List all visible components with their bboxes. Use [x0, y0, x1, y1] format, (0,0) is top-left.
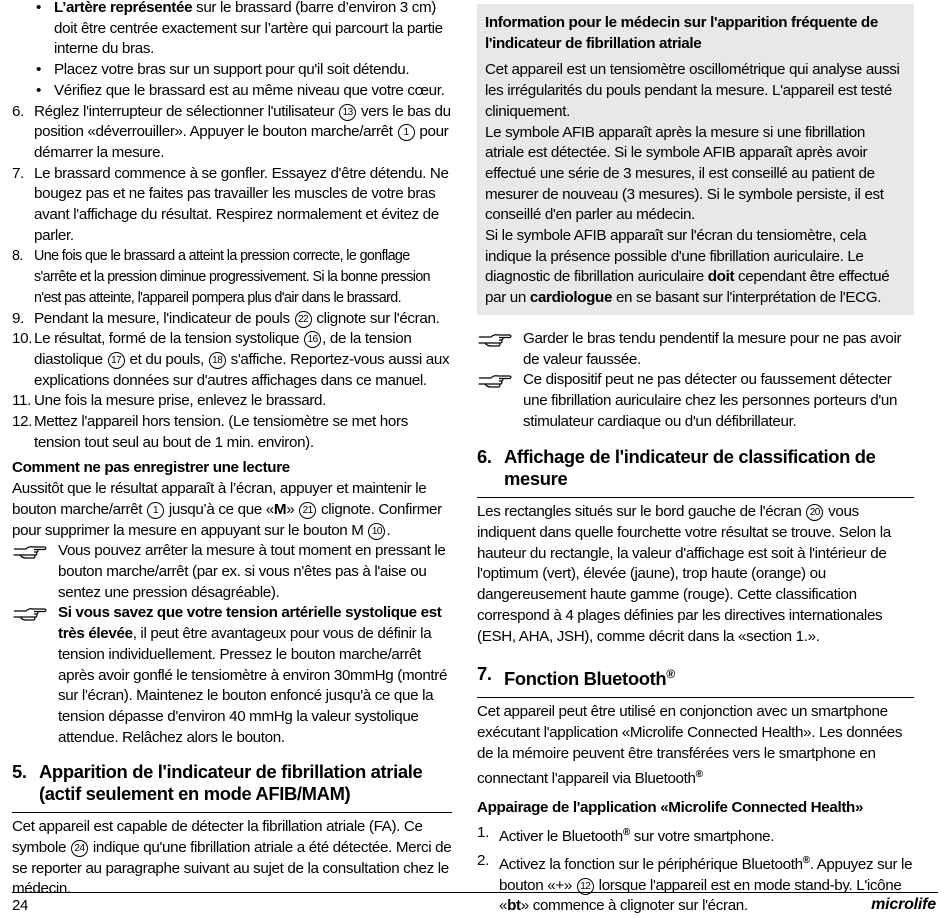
- step-6: 6. Réglez l'interrupteur de sélectionner l'utilisateur 13 vers le bas du position «déverrouiller». Appuyer le bouton marche/arrêt 1 pour démarrer la mesure.: [12, 102, 451, 161]
- section-7: [477, 663, 914, 917]
- left-column: [12, 0, 452, 900]
- page-number: 24: [12, 897, 28, 914]
- pointing-hand-icon: [477, 372, 513, 390]
- step-10: 10. Le résultat, formé de la tension systolique 16 , de la tension diastolique 17 et du pouls, 18 s'affiche. Reportez-vous aussi aux explications données sur d'autres affichages dans ce manuel.: [12, 330, 450, 389]
- footer-divider: [12, 892, 938, 893]
- list-item: • Placez votre bras sur un support pour qu'il soit détendu.: [12, 60, 452, 81]
- list-item: 2. Activez la fonction sur le périphérique Bluetooth®. Appuyez sur le bouton «+» 12 lorsque l'appareil est en mode stand-by. L'icône «bt» commence à clignoter sur l'écran.: [477, 851, 913, 915]
- section-5: [12, 761, 452, 900]
- callout-number: 22: [295, 311, 312, 328]
- callout-number: 18: [209, 352, 226, 369]
- list-item: • Vérifiez que le brassard est au même niveau que votre cœur.: [12, 81, 452, 102]
- paragraph: Les rectangles situés sur le bord gauche de l'écran 20 vous indiquent dans quelle fourchette votre résultat se trouve. Selon la hauteur du rectangle, la valeur d'affichage est soit à l'intérieur de l'optimum (vert), élevée (jaune), trop haute (orange) ou dangereusement haute gamme (rouge). Cette classification correspond à 4 plages définies par les directives internationales (ESH, AHA, JSH), comme décrit dans la «section 1.».: [477, 503, 891, 645]
- info-box: Information pour le médecin sur l'apparition fréquente de l'indicateur de fibrillation atriale Cet appareil est un tensiomètre oscillométrique qui analyse aussi les irrégularités du pouls pendant la mesure. L'appareil est testé cliniquement. Le symbole AFIB apparaît après la mesure si une fibrillation atriale est détectée. Si le symbole AFIB apparaît après avoir effectué une série de 3 mesures, il est conseillé au patient de mesurer de nouveau (3 mesures). Si le symbole persiste, il est conseillé d'en parler au médecin. Si le symbole AFIB apparaît sur l'écran du tensiomètre, cela indique la présence possible d'une fibrillation auriculaire. Le diagnostic de fibrillation auriculaire doit cependant être effectué par un cardiologue en se basant sur l'interprétation de l'ECG.: [477, 4, 914, 315]
- paragraph: Aussitôt que le résultat apparaît à l’écran, appuyer et maintenir le bouton marche/arrêt 1 jusqu’à ce que «M» 21 clignote. Confirmer pour supprimer la mesure en appuyant sur le bouton M 10 .: [12, 480, 442, 539]
- info-box-title: Information pour le médecin sur l'apparition fréquente de l'indicateur de fibrillation atriale: [485, 14, 878, 52]
- step-12: 12. Mettez l'appareil hors tension. (Le tensiomètre se met hors tension tout seul au bout de 1 min. environ).: [12, 413, 408, 451]
- section-heading: 6. Affichage de l'indicateur de classification de mesure: [477, 446, 876, 490]
- step-8: 8. Une fois que le brassard a atteint la pression correcte, le gonflage s'arrête et la pression diminue progressivement. Si la bonne pression n'est pas atteinte, l'appareil pompera plus d'air dans le brassard.: [12, 248, 431, 306]
- callout-number: 20: [806, 504, 823, 521]
- divider: [477, 497, 914, 498]
- paragraph: Cet appareil peut être utilisé en conjonction avec un smartphone exécutant l'application «Microlife Connected Health». Les données de la mémoire peuvent être transférées vers le smartphone en connectant l'appareil via Bluetooth®: [477, 703, 903, 787]
- divider: [477, 697, 914, 698]
- callout-number: 1: [398, 124, 415, 141]
- section-heading: 5. Apparition de l'indicateur de fibrillation atriale (actif seulement en mode AFIB/MAM): [12, 761, 423, 805]
- list-item: 1. Activer le Bluetooth® sur votre smartphone.: [477, 823, 775, 846]
- section-heading: 7. Fonction Bluetooth®: [477, 663, 675, 690]
- paragraph: Cet appareil est capable de détecter la fibrillation atriale (FA). Ce symbole 24 indique qu'une fibrillation atriale a été détectée. Merci de se reporter au paragraphe suivant au sujet de la consultation chez le médecin.: [12, 818, 452, 898]
- note: Garder le bras tendu pendentif la mesure pour ne pas avoir de valeur faussée.: [477, 329, 914, 370]
- callout-number: 10: [368, 523, 385, 540]
- section-6: [477, 446, 914, 647]
- step-7: 7. Le brassard commence à se gonfler. Essayez d'être détendu. Ne bougez pas et ne faites pas travailler les muscles de votre bras avant l'affichage du résultat. Respirez normalement et évitez de parler.: [12, 164, 449, 244]
- callout-number: 16: [304, 331, 321, 348]
- callout-number: 21: [299, 502, 316, 519]
- pointing-hand-icon: [477, 331, 513, 349]
- subheading: Appairage de l'application «Microlife Connected Health»: [477, 799, 864, 817]
- callout-number: 1: [147, 502, 164, 519]
- step-11: 11. Une fois la mesure prise, enlevez le brassard.: [12, 392, 327, 410]
- step-9: 9. Pendant la mesure, l'indicateur de pouls 22 clignote sur l'écran.: [12, 309, 440, 327]
- brand-logo: microlife: [871, 896, 936, 913]
- subheading: Comment ne pas enregistrer une lecture: [12, 459, 290, 477]
- note: Ce dispositif peut ne pas détecter ou faussement détecter une fibrillation auriculaire chez les personnes porteurs d'un stimulateur cardiaque ou d'un défibrillateur.: [477, 370, 914, 432]
- pointing-hand-icon: [12, 605, 48, 623]
- callout-number: 12: [577, 878, 594, 895]
- callout-number: 17: [108, 352, 125, 369]
- divider: [12, 812, 452, 813]
- pointing-hand-icon: [12, 543, 48, 561]
- callout-number: 13: [339, 104, 356, 121]
- note: Vous pouvez arrêter la mesure à tout moment en pressant le bouton marche/arrêt (par ex. si vous n'êtes pas à l'aise ou sentez une pression désagréable).: [12, 541, 452, 603]
- note: Si vous savez que votre tension artérielle systolique est très élevée, il peut être avantageux pour vous de définir la tension individuellement. Pressez le bouton marche/arrêt après avoir gonflé le tensiomètre à environ 30mmHg (montré sur l'écran). Maintenez le bouton enfoncé jusqu'à ce que la tension dépasse d'environ 40 mmHg la valeur systolique attendue. Relâchez alors le bouton.: [12, 603, 452, 748]
- right-column: [477, 0, 914, 917]
- list-item: • L’artère représentée sur le brassard (barre d’environ 3 cm) doit être centrée exactement sur l’artère qui parcourt la partie interne du bras.: [12, 0, 452, 60]
- callout-number: 24: [71, 840, 88, 857]
